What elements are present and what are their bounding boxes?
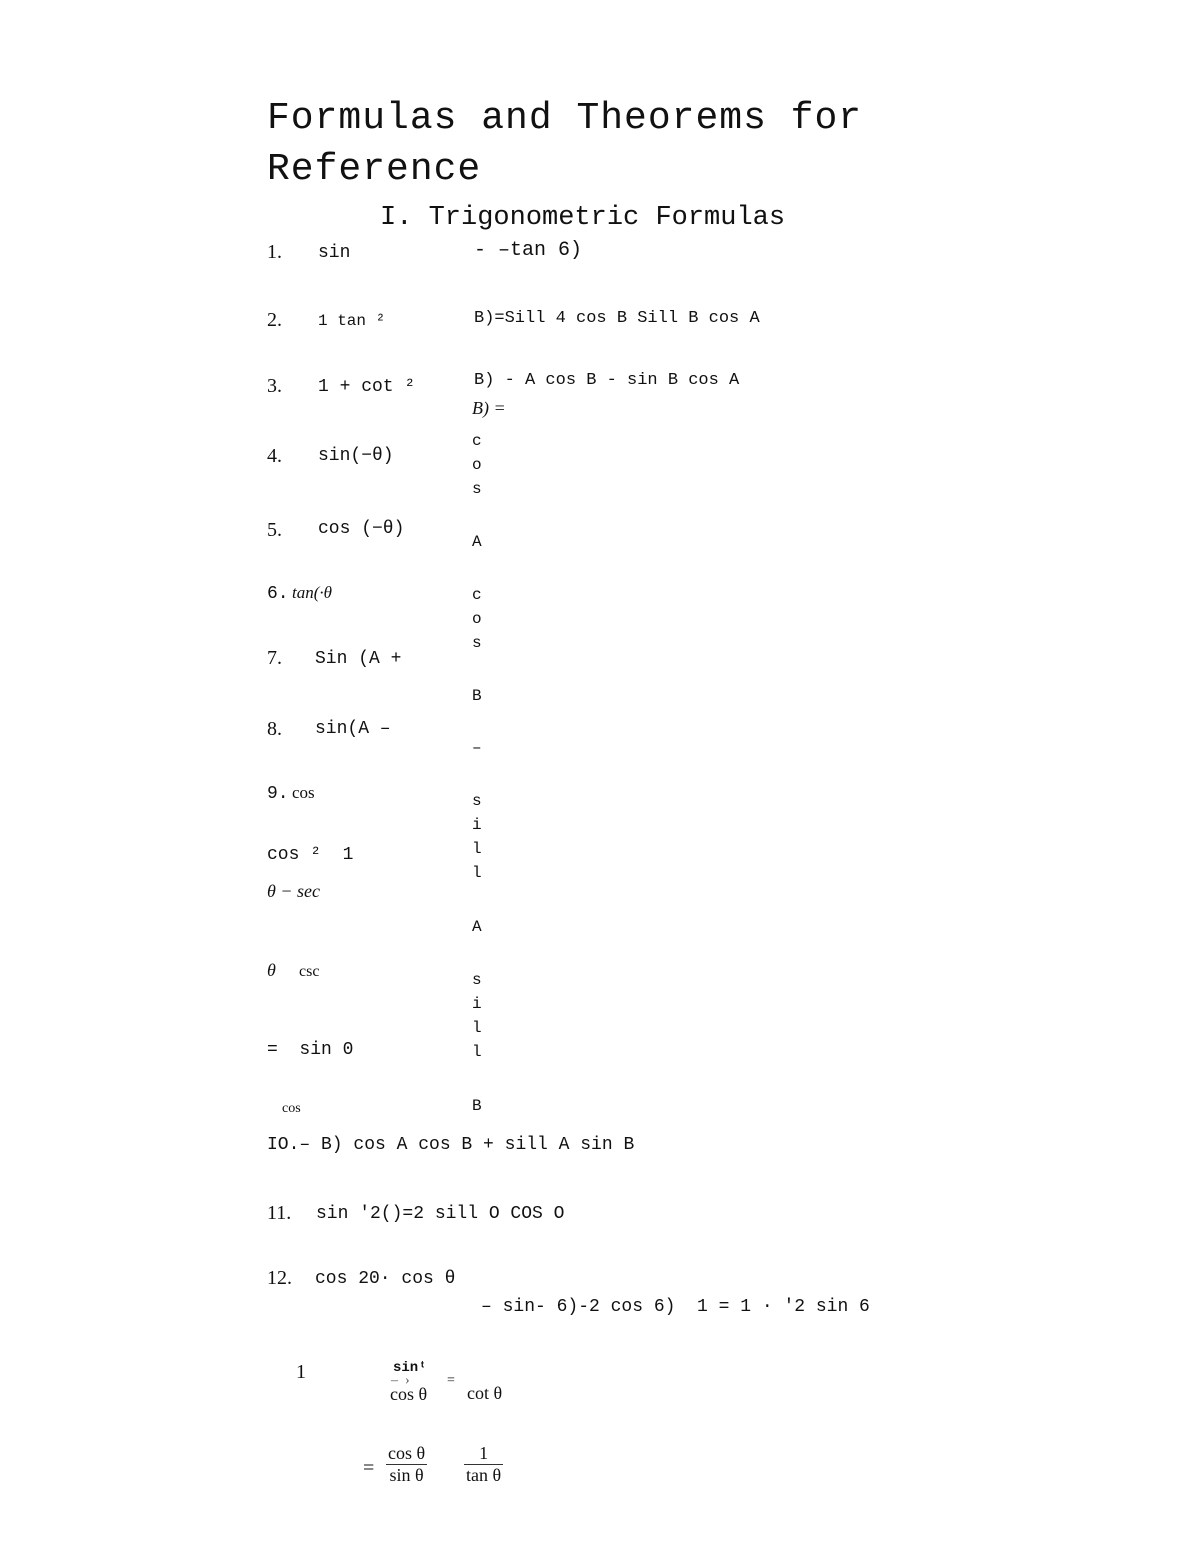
row-number: 7. (267, 647, 282, 669)
fraction-denominator-cos: cos θ (390, 1384, 428, 1404)
row-number: 3. (267, 375, 282, 397)
fraction-denominator: sin θ (389, 1465, 424, 1485)
vertical-letter: s (472, 792, 482, 810)
csc-fragment: csc (299, 963, 320, 980)
row-right-expression: - –tan 6) (474, 239, 583, 262)
cot-theta: cot θ (467, 1383, 503, 1403)
vertical-letter: l (472, 1019, 482, 1037)
row-number: 6. (267, 584, 289, 604)
row-left-expression: Sin (A + (315, 649, 402, 669)
cos-small-fragment: cos (282, 1101, 301, 1116)
fraction-numerator: cos θ (388, 1443, 426, 1463)
row-11-expression: sin '2()=2 sill O COS O (316, 1204, 565, 1224)
vertical-letter: c (472, 586, 482, 604)
row-left-expression: sin(A – (315, 719, 391, 739)
row-number: 8. (267, 718, 282, 740)
theta-minus-sec: θ − sec (267, 881, 320, 901)
row-left-expression: sin(−θ) (318, 446, 394, 466)
row-left-expression: 1 tan ² (318, 312, 386, 330)
vertical-letter: c (472, 432, 482, 450)
row-number: 5. (267, 519, 282, 541)
row-10-expression: IO.– B) cos A cos B + sill A sin B (267, 1135, 635, 1155)
vertical-letter: l (472, 840, 482, 858)
row-number: 12. (267, 1267, 292, 1289)
row-number: 11. (267, 1202, 292, 1224)
b-equals-fragment: B) = (472, 398, 506, 418)
row-12-expression: cos 20· cos θ (315, 1269, 456, 1289)
fraction-numerator-sin: sinᵗ (393, 1360, 427, 1376)
row-left-expression: cos (−θ) (318, 519, 405, 539)
section-heading: I. Trigonometric Formulas (380, 203, 786, 233)
vertical-letter: o (472, 610, 482, 628)
vertical-letter: – (472, 739, 482, 757)
page-title-line-2: Reference (267, 148, 482, 191)
fraction-numerator: 1 (464, 1443, 503, 1465)
theta-symbol: θ (267, 960, 276, 980)
row-12-continuation: – sin- 6)-2 cos 6) 1 = 1 · '2 sin 6 (481, 1297, 870, 1317)
vertical-letter: A (472, 918, 482, 936)
row-left-expression: sin (318, 243, 351, 263)
vertical-letter: l (472, 1043, 482, 1061)
row-number: 1. (267, 241, 282, 263)
fraction-denominator: tan θ (466, 1465, 502, 1485)
vertical-letter: l (472, 864, 482, 882)
equals-sign: = (447, 1373, 455, 1388)
vertical-letter: i (472, 816, 482, 834)
row-left-expression: tan(·θ (292, 583, 332, 602)
fraction-cos-over-sin (386, 1443, 427, 1486)
row-right-expression: B)=Sill 4 cos B Sill B cos A (474, 309, 760, 328)
row-number: 9. (267, 784, 289, 804)
row-number: 2. (267, 309, 282, 331)
cos-squared-one: cos ² 1 (267, 845, 354, 865)
vertical-letter: B (472, 687, 482, 705)
fraction-leading-one: 1 (296, 1361, 306, 1383)
row-number: 4. (267, 445, 282, 467)
vertical-letter: i (472, 995, 482, 1013)
row-right-expression: B) - A cos B - sin B cos A (474, 371, 740, 390)
vertical-letter: o (472, 456, 482, 474)
row-left-expression: cos (292, 783, 315, 802)
page-title-line-1: Formulas and Theorems for (267, 97, 863, 140)
fraction-one-over-tan (464, 1443, 503, 1486)
vertical-letter: B (472, 1097, 482, 1115)
equals-sign: = (363, 1457, 375, 1479)
fraction-bar-fragment: – › (391, 1373, 410, 1388)
vertical-letter: s (472, 971, 482, 989)
vertical-letter: A (472, 533, 482, 551)
equals-sin-zero: = sin 0 (267, 1040, 354, 1060)
vertical-letter: s (472, 480, 482, 498)
row-left-expression: 1 + cot ² (318, 377, 416, 397)
vertical-letter: s (472, 634, 482, 652)
